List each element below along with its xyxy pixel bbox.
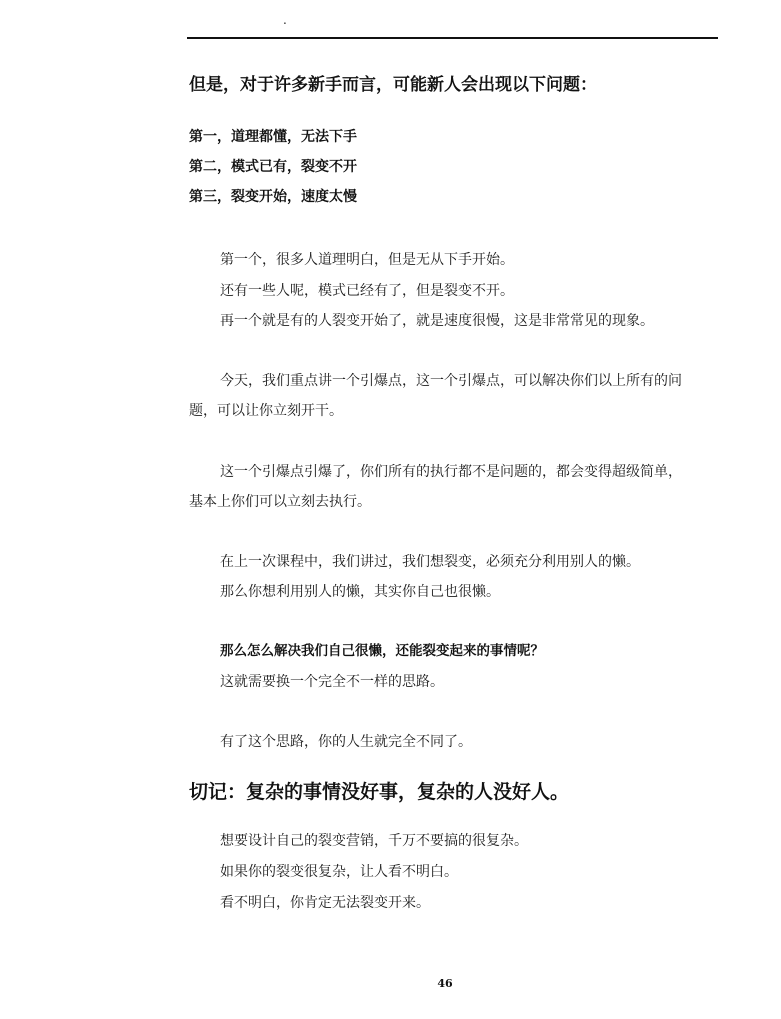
paragraph6-line1: 想要设计自己的裂变营销，千万不要搞的很复杂。 bbox=[220, 833, 528, 849]
paragraph1-line2: 还有一些人呢，模式已经有了，但是裂变不开。 bbox=[220, 283, 514, 299]
paragraph3-line1: 这一个引爆点引爆了，你们所有的执行都不是问题的，都会变得超级简单， bbox=[220, 464, 682, 480]
paragraph2-line2: 题，可以让你立刻开干。 bbox=[189, 403, 343, 419]
paragraph5: 有了这个思路，你的人生就完全不同了。 bbox=[220, 734, 472, 750]
paragraph6-line3: 看不明白，你肯定无法裂变开来。 bbox=[220, 895, 430, 911]
page-number: 46 bbox=[437, 977, 453, 990]
question-answer: 这就需要换一个完全不一样的思路。 bbox=[220, 674, 444, 690]
paragraph2-line1: 今天，我们重点讲一个引爆点，这一个引爆点，可以解决你们以上所有的问 bbox=[220, 373, 682, 389]
remember-heading: 切记：复杂的事情没好事，复杂的人没好人。 bbox=[189, 781, 570, 803]
paragraph4-line2: 那么你想利用别人的懒，其实你自己也很懒。 bbox=[220, 584, 500, 600]
question-heading: 那么怎么解决我们自己很懒，还能裂变起来的事情呢？ bbox=[220, 643, 544, 659]
paragraph4-line1: 在上一次课程中，我们讲过，我们想裂变，必须充分利用别人的懒。 bbox=[220, 554, 640, 570]
paragraph6-line2: 如果你的裂变很复杂，让人看不明白。 bbox=[220, 864, 458, 880]
problem-item-2: 第二，模式已有，裂变不开 bbox=[189, 159, 357, 175]
problem-item-1: 第一，道理都懂，无法下手 bbox=[189, 129, 357, 145]
paragraph3-line2: 基本上你们可以立刻去执行。 bbox=[189, 494, 371, 510]
header-mark: . bbox=[283, 13, 287, 27]
section-heading: 但是，对于许多新手而言，可能新人会出现以下问题： bbox=[189, 75, 597, 95]
paragraph1-line3: 再一个就是有的人裂变开始了，就是速度很慢，这是非常常见的现象。 bbox=[220, 313, 654, 329]
header-rule bbox=[187, 37, 718, 39]
problem-item-3: 第三，裂变开始，速度太慢 bbox=[189, 189, 357, 205]
paragraph1-line1: 第一个，很多人道理明白，但是无从下手开始。 bbox=[220, 252, 514, 268]
